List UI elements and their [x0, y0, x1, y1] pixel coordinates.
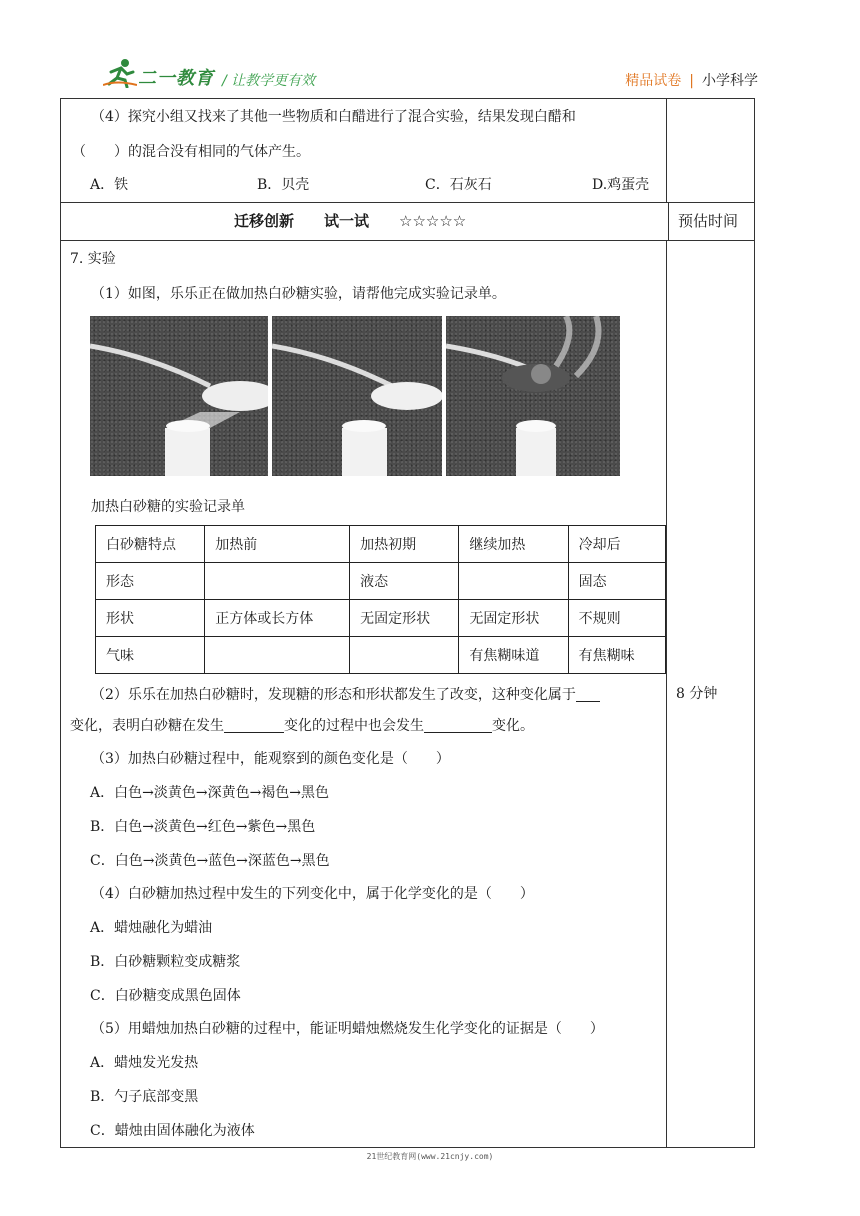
table-cell: 冷却后 — [568, 526, 665, 563]
q7-part3-option-b: B．白色→淡黄色→红色→紫色→黑色 — [90, 819, 316, 835]
table-cell — [350, 637, 459, 674]
answer-blank[interactable] — [224, 718, 284, 733]
table-cell: 无固定形状 — [350, 600, 459, 637]
q7-title: 7. 实验 — [70, 251, 116, 267]
q6-4-option-a: A．铁 — [90, 177, 129, 193]
table-cell: 加热初期 — [350, 526, 459, 563]
q7-part3-option-a: A．白色→淡黄色→深黄色→褐色→黑色 — [90, 785, 330, 801]
frame-right — [754, 98, 755, 1148]
brand-name: 二一教育 — [138, 68, 214, 89]
q7-part5-option-a: A．蜡烛发光发热 — [90, 1055, 199, 1071]
table-cell: 加热前 — [205, 526, 350, 563]
table-cell: 形态 — [96, 563, 205, 600]
table-cell: 固态 — [568, 563, 665, 600]
table-cell: 形状 — [96, 600, 205, 637]
table-cell: 继续加热 — [459, 526, 568, 563]
q7-time: 8 分钟 — [676, 686, 718, 702]
q6-4-option-c: C．石灰石 — [425, 177, 492, 193]
q7-part4-option-c: C．白砂糖变成黑色固体 — [90, 988, 241, 1004]
answer-blank[interactable] — [576, 687, 600, 702]
time-column-divider-mid — [668, 202, 669, 241]
table-cell: 液态 — [350, 563, 459, 600]
q7-part5-option-c: C．蜡烛由固体融化为液体 — [90, 1123, 255, 1139]
table-row — [96, 563, 666, 600]
q7-part3-option-c: C．白色→淡黄色→蓝色→深蓝色→黑色 — [90, 853, 330, 869]
q6-4-line2: （ ）的混合没有相同的气体产生。 — [72, 144, 310, 160]
table-row — [96, 600, 666, 637]
spoon-candle-image-2 — [272, 316, 442, 476]
time-column-divider-bottom — [666, 240, 667, 1148]
table-cell: 正方体或长方体 — [205, 600, 350, 637]
header-separator: | — [689, 73, 694, 89]
q7-part4-option-a: A．蜡烛融化为蜡油 — [90, 920, 213, 936]
photo-continued-heating — [446, 316, 620, 476]
q7-part2-text-b3: 变化。 — [492, 718, 534, 734]
section-row-top — [60, 202, 755, 203]
table-cell: 不规则 — [568, 600, 665, 637]
table-cell: 无固定形状 — [459, 600, 568, 637]
section-title: 迁移创新 试一试 ☆☆☆☆☆ — [234, 212, 467, 230]
section-row-bottom — [60, 240, 755, 241]
q7-part3: （3）加热白砂糖过程中，能观察到的颜色变化是（ ） — [91, 751, 450, 767]
q7-part5-option-b: B．勺子底部变黑 — [90, 1089, 199, 1105]
estimated-time-label: 预估时间 — [678, 212, 739, 230]
spoon-smoke-image — [446, 316, 620, 476]
table-row — [96, 637, 666, 674]
record-table-wrapper — [60, 520, 666, 680]
table-cell — [205, 563, 350, 600]
photo-early-heating — [272, 316, 442, 476]
q7-part2-text-b1: 变化，表明白砂糖在发生 — [70, 718, 224, 734]
q6-4-line1: （4）探究小组又找来了其他一些物质和白醋进行了混合实验，结果发现白醋和 — [91, 109, 576, 125]
q6-4-option-b: B．贝壳 — [257, 177, 310, 193]
time-column-divider-top — [666, 98, 667, 202]
page-footer: 21世纪教育网(www.21cnjy.com) — [366, 1152, 494, 1161]
table-row — [96, 526, 666, 563]
table-cell — [459, 563, 568, 600]
q6-4-option-d: D.鸡蛋壳 — [592, 177, 650, 193]
frame-bottom — [60, 1147, 755, 1148]
brand-slogan: / 让教学更有效 — [222, 73, 316, 89]
header-tag: 精品试卷 — [625, 73, 682, 89]
q7-part2-text: （2）乐乐在加热白砂糖时，发现糖的形态和形状都发生了改变，这种变化属于 — [91, 687, 576, 703]
header-tags — [625, 70, 758, 90]
frame-top — [60, 98, 755, 99]
q7-part1: （1）如图，乐乐正在做加热白砂糖实验，请帮他完成实验记录单。 — [91, 286, 506, 302]
spoon-candle-image — [90, 316, 268, 476]
q7-part2-text-b2: 变化的过程中也会发生 — [284, 718, 424, 734]
runner-logo-icon — [103, 58, 137, 88]
record-table — [95, 525, 666, 674]
photo-before-heating — [90, 316, 268, 476]
answer-blank[interactable] — [424, 718, 492, 733]
header-subject: 小学科学 — [702, 73, 758, 89]
table-cell: 有焦糊味 — [568, 637, 665, 674]
q7-part2-line1 — [91, 687, 600, 702]
table-cell — [205, 637, 350, 674]
q7-part5: （5）用蜡烛加热白砂糖的过程中，能证明蜡烛燃烧发生化学变化的证据是（ ） — [91, 1021, 604, 1037]
table-cell: 白砂糖特点 — [96, 526, 205, 563]
q7-part4-option-b: B．白砂糖颗粒变成糖浆 — [90, 954, 241, 970]
q7-part4: （4）白砂糖加热过程中发生的下列变化中，属于化学变化的是（ ） — [91, 886, 534, 902]
q7-part2-line2 — [70, 718, 534, 733]
table-cell: 气味 — [96, 637, 205, 674]
table-caption: 加热白砂糖的实验记录单 — [91, 499, 245, 515]
table-cell: 有焦糊味道 — [459, 637, 568, 674]
